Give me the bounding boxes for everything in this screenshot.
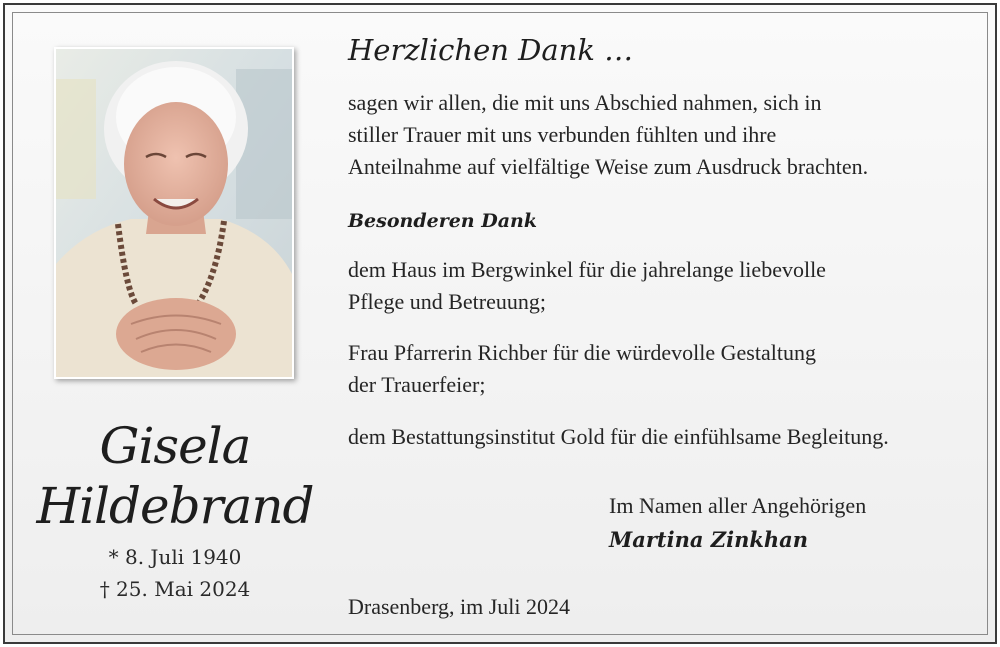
first-name: Gisela [99,417,251,475]
thanks-line: Frau Pfarrerin Richber für die würdevolle Gestaltung [348,340,816,365]
thanks-line: dem Bestattungsinstitut Gold für die einfühlsame Begleitung. [348,424,889,449]
birth-date: * 8. Juli 1940 [108,545,242,569]
last-name: Hildebrand [36,477,314,535]
place-date: Drasenberg, im Juli 2024 [348,594,571,619]
thanks-line: dem Haus im Bergwinkel für die jahrelange liebevolle [348,257,826,282]
thanks-line: Pflege und Betreuung; [348,289,546,314]
intro-line: Anteilnahme auf vielfältige Weise zum Ausdruck brachten. [348,154,869,179]
death-date: † 25. Mai 2024 [99,577,251,601]
intro-line: sagen wir allen, die mit uns Abschied nahmen, sich in [348,90,822,115]
intro-line: stiller Trauer mit uns verbunden fühlten und ihre [348,122,777,147]
main-heading: Herzlichen Dank … [348,33,634,67]
portrait-illustration [56,49,292,377]
signatory-name: Martina Zinkhan [609,527,809,552]
portrait-photo [54,47,294,379]
obituary-card [3,3,997,644]
thanks-line: der Trauerfeier; [348,372,486,397]
on-behalf-text: Im Namen aller Angehörigen [609,493,867,518]
special-thanks-heading: Besonderen Dank [348,210,537,232]
